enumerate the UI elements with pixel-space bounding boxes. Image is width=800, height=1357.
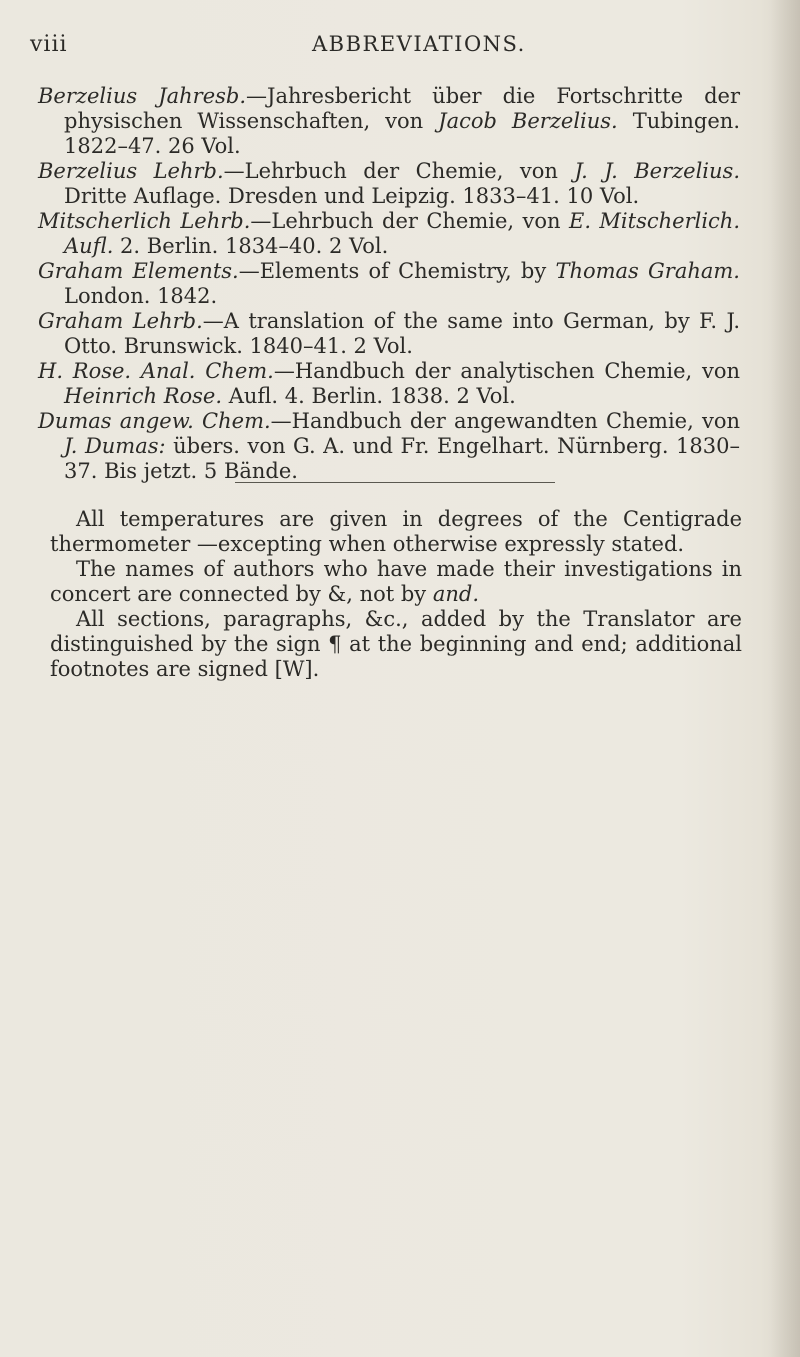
abbreviation-edition: Aufl. [64, 234, 114, 258]
page-edge-shadow [770, 0, 800, 1357]
abbreviation-term: Graham Elements. [38, 259, 239, 283]
abbreviation-entry [38, 159, 740, 209]
abbreviation-description: —Handbuch der angewandten Chemie, von [270, 409, 740, 433]
abbreviation-details: Dritte Auflage. Dresden und Leipzig. 1833–41. 10 Vol. [64, 184, 640, 208]
note-authors [50, 557, 742, 607]
note-authors-text: The names of authors who have made their investigations in concert are connected by &, not by [50, 557, 742, 606]
abbreviation-author: E. Mitscherlich. [568, 209, 740, 233]
abbreviation-list [38, 84, 740, 484]
abbreviation-author: Heinrich Rose. [64, 384, 223, 408]
abbreviation-term: Berzelius Jahresb. [38, 84, 247, 108]
abbreviation-term: Berzelius Lehrb. [38, 159, 224, 183]
abbreviation-entry [38, 409, 740, 484]
note-authors-italic: and. [432, 582, 480, 606]
notes-section [50, 507, 742, 682]
abbreviation-details: Aufl. 4. Berlin. 1838. 2 Vol. [222, 384, 516, 408]
abbreviation-author: J. J. Berzelius. [574, 159, 740, 183]
abbreviation-description: —Jahresbericht über die Fortschritte der physischen Wissenschaften, von [64, 84, 740, 133]
abbreviation-term: H. Rose. Anal. Chem. [38, 359, 274, 383]
abbreviation-author: Jacob Berzelius. [438, 109, 618, 133]
abbreviation-description: —A translation of the same into German, by F. J. Otto. Brunswick. 1840–41. 2 Vol. [64, 309, 740, 358]
abbreviation-description: —Lehrbuch der Chemie, von [250, 209, 569, 233]
abbreviation-entry [38, 309, 740, 359]
section-divider [235, 482, 555, 483]
abbreviation-description: —Lehrbuch der Chemie, von [223, 159, 575, 183]
abbreviation-description: —Handbuch der analytischen Chemie, von [273, 359, 740, 383]
abbreviation-entry [38, 359, 740, 409]
abbreviation-entry [38, 209, 740, 259]
abbreviation-entry [38, 84, 740, 159]
page-number: viii [30, 32, 68, 57]
abbreviation-term: Dumas angew. Chem. [38, 409, 271, 433]
abbreviation-details: 2. Berlin. 1834–40. 2 Vol. [113, 234, 389, 258]
running-title: ABBREVIATIONS. [312, 32, 526, 56]
abbreviation-author: Thomas Graham. [555, 259, 740, 283]
abbreviation-entry [38, 259, 740, 309]
abbreviation-description: —Elements of Chemistry, by [238, 259, 556, 283]
abbreviation-details: Tubingen. 1822–47. 26 Vol. [64, 109, 740, 158]
abbreviation-details: übers. von G. A. und Fr. Engelhart. Nürnberg. 1830–37. Bis jetzt. 5 Bände. [64, 434, 740, 483]
abbreviation-term: Mitscherlich Lehrb. [38, 209, 251, 233]
abbreviation-term: Graham Lehrb. [38, 309, 203, 333]
abbreviation-author: J. Dumas: [64, 434, 166, 458]
note-temperatures: All temperatures are given in degrees of the Centigrade thermometer —excepting when otherwise expressly stated. [50, 507, 742, 556]
note-translator-sections: All sections, paragraphs, &c., added by the Translator are distinguished by the sign ¶ at the beginning and end; additional footnotes are signed [W]. [50, 607, 742, 681]
page-header [30, 32, 750, 64]
abbreviation-details: London. 1842. [64, 284, 218, 308]
